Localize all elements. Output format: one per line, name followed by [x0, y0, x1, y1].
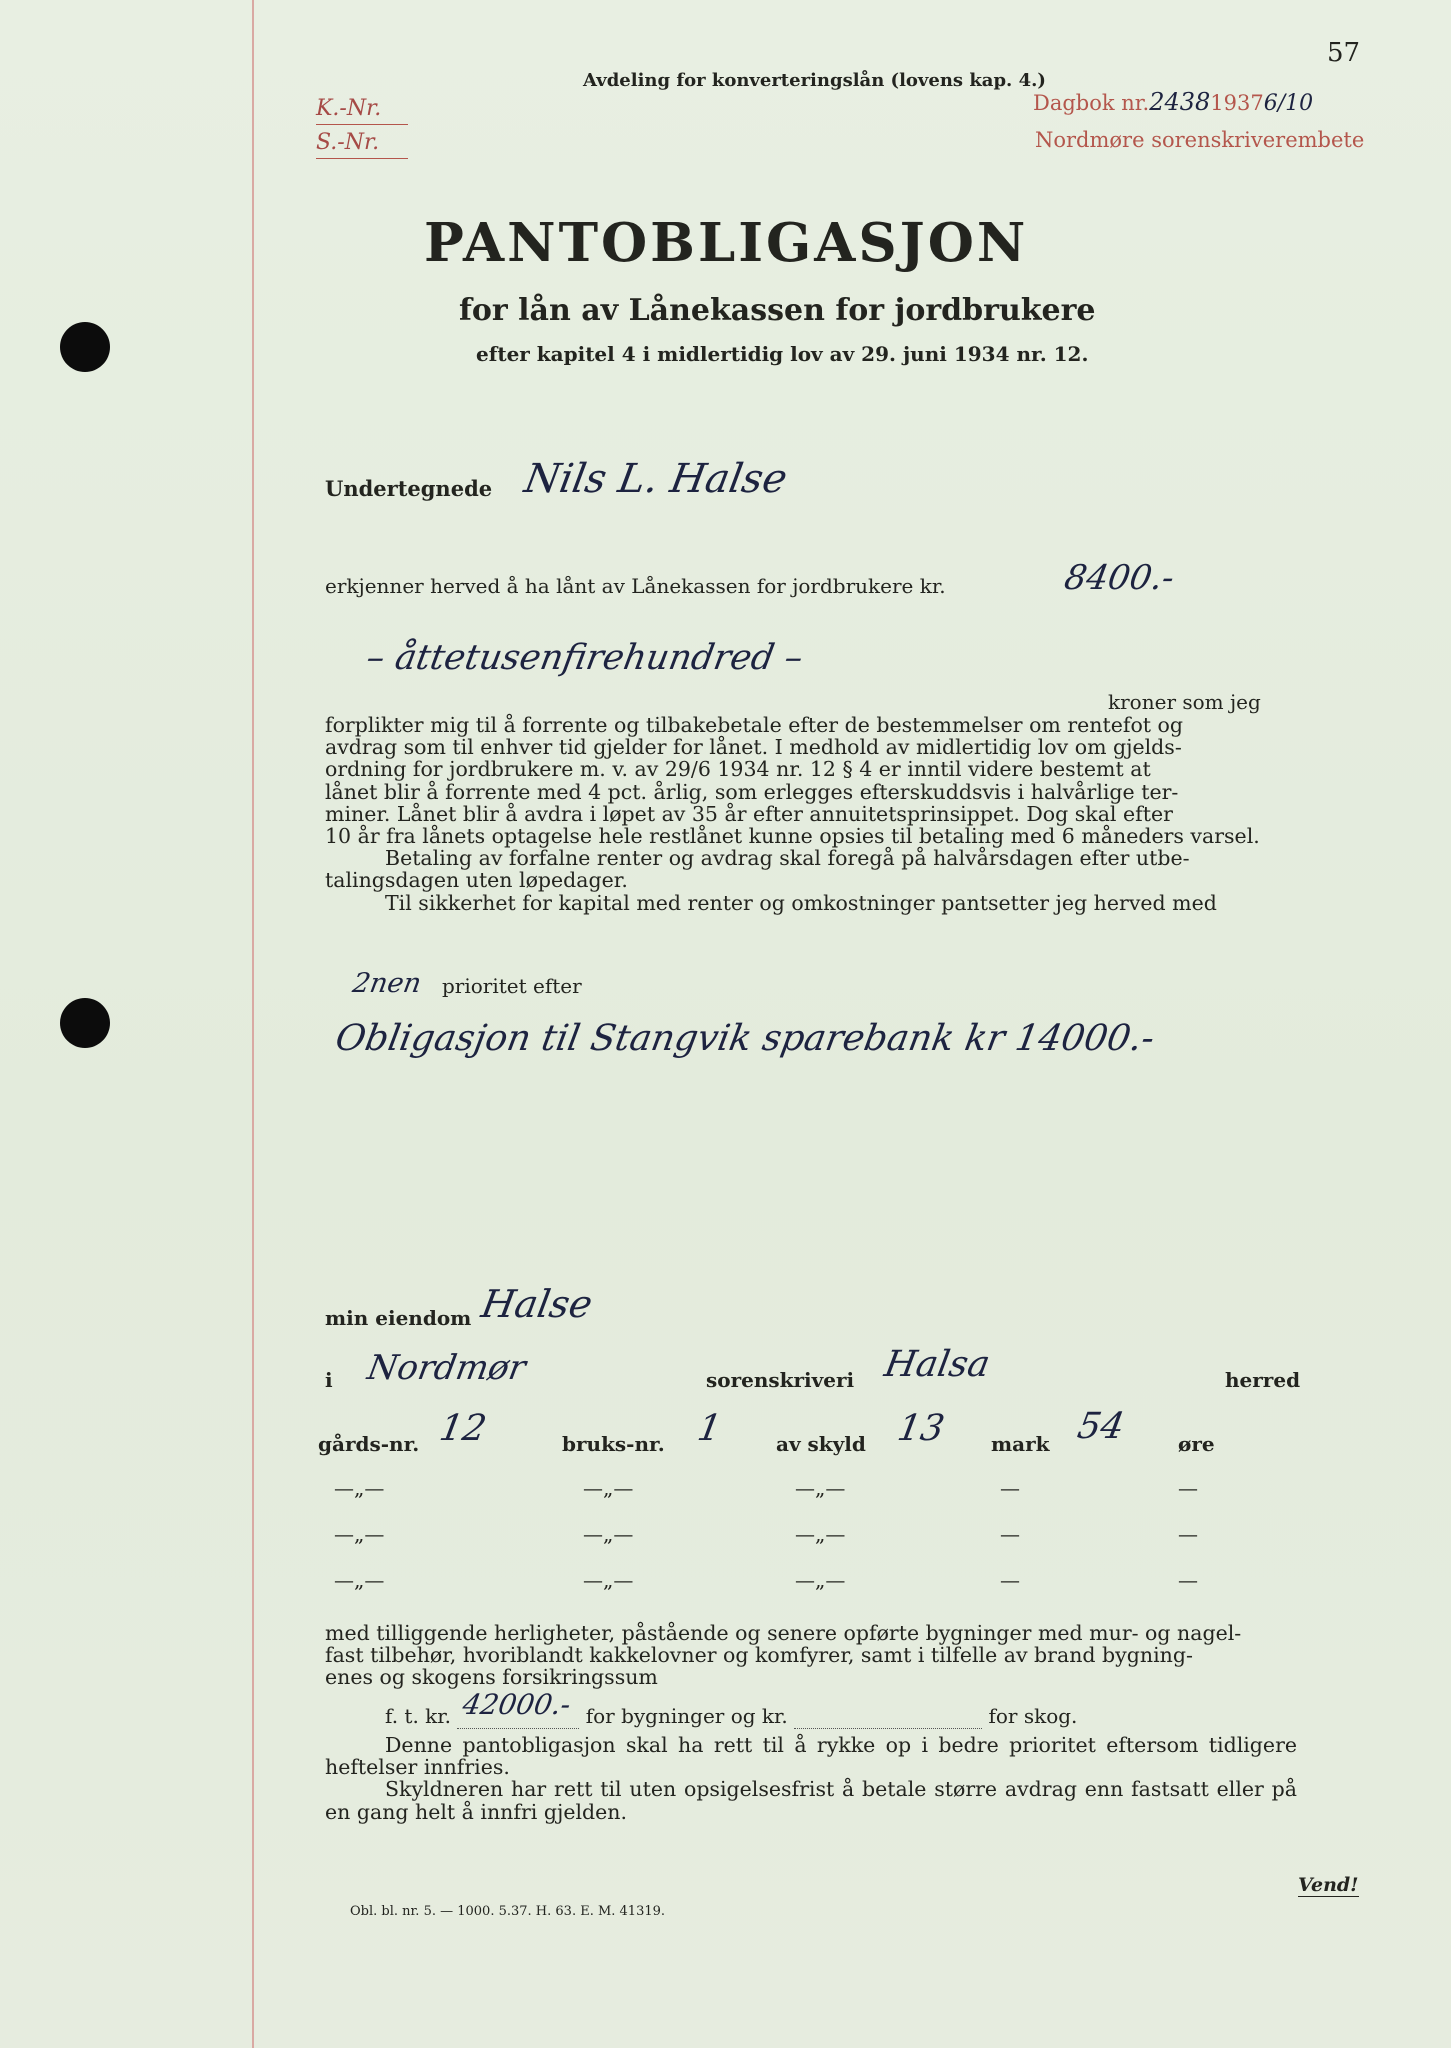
- vend-label: Vend!: [1298, 1874, 1359, 1896]
- ditto-mark: —„—: [583, 1476, 634, 1500]
- ditto-mark: —„—: [334, 1568, 385, 1592]
- appurtenances-paragraph: [325, 1622, 1297, 1689]
- mark-label: mark: [991, 1432, 1050, 1456]
- ditto-mark: —„—: [583, 1568, 634, 1592]
- payment-line: Betaling av forfalne renter og avdrag skal foregå på halvårsdagen efter utbe-: [385, 846, 1190, 871]
- k-nr-label: K.-Nr.: [316, 96, 382, 121]
- loan-amount: 8400.-: [1061, 558, 1178, 598]
- dash-mark: —: [1178, 1476, 1198, 1500]
- terms-line: 10 år fra lånets optagelse hele restlånet kunne opsies til betaling med 6 måneders varsel.: [325, 824, 1260, 849]
- terms-paragraph: [325, 714, 1297, 914]
- dash-mark: —: [1178, 1522, 1198, 1546]
- loan-amount-words: – åttetusenfirehundred –: [363, 638, 806, 678]
- herred-name: Halsa: [881, 1344, 993, 1385]
- bruks-label: bruks-nr.: [562, 1432, 665, 1456]
- dagbok-stamp: [1033, 88, 1313, 116]
- dagbok-year: 1937: [1210, 91, 1264, 115]
- priority-number: 2nen: [350, 968, 424, 999]
- s-nr-line: [316, 158, 408, 159]
- ditto-mark: —„—: [795, 1522, 846, 1546]
- herred-label: herred: [1225, 1368, 1301, 1392]
- form-number: Obl. bl. nr. 5. — 1000. 5.37. H. 63. E. M. 41319.: [350, 1904, 666, 1919]
- ditto-mark: —„—: [795, 1568, 846, 1592]
- loan-intro: erkjenner herved å ha lånt av Lånekassen for jordbrukere kr.: [325, 574, 946, 598]
- priority-label: prioritet efter: [442, 974, 582, 998]
- office-stamp: Nordmøre sorenskriverembete: [1035, 128, 1365, 152]
- undertegnede-label: Undertegnede: [325, 476, 493, 501]
- punch-hole: [60, 322, 110, 372]
- terms-line: lånet blir å forrente med 4 pct. årlig, som erlegges efterskuddsvis i halvårlige ter-: [325, 779, 1179, 804]
- dash-mark: —: [1000, 1522, 1020, 1546]
- borrower-name: Nils L. Halse: [520, 456, 791, 502]
- insurance-amount: 42000.-: [460, 1688, 574, 1721]
- appurtenances-line: med tilliggende herligheter, påstående og senere opførte bygninger med mur- og nagel-: [325, 1621, 1242, 1645]
- i-label: i: [325, 1368, 333, 1392]
- clauses-paragraph: [325, 1734, 1297, 1823]
- dagbok-label: Dagbok nr.: [1033, 91, 1150, 115]
- buildings-label: for bygninger og kr.: [585, 1704, 788, 1728]
- sorenskriveri-label: sorenskriveri: [706, 1368, 855, 1392]
- kroner-line: kroner som jeg: [1108, 690, 1261, 714]
- document-subtitle: for lån av Lånekassen for jordbrukere: [459, 293, 1096, 328]
- insurance-line: [385, 1688, 1078, 1729]
- department-heading: Avdeling for konverteringslån (lovens kap. 4.): [583, 70, 1046, 91]
- document-title: PANTOBLIGASJON: [424, 212, 1029, 274]
- law-reference: efter kapitel 4 i midlertidig lov av 29. juni 1934 nr. 12.: [476, 342, 1089, 366]
- dagbok-number: 2438: [1149, 88, 1211, 116]
- district-name: Nordmør: [364, 1348, 529, 1388]
- forest-label: for skog.: [988, 1704, 1078, 1728]
- terms-line: forplikter mig til å forrente og tilbakebetale efter de bestemmelser om rentefot og: [325, 713, 1184, 737]
- appurtenances-line: enes og skogens forsikringssum: [325, 1665, 658, 1690]
- eiendom-label: min eiendom: [325, 1306, 472, 1330]
- skyld-value: 13: [894, 1408, 948, 1449]
- terms-line: avdrag som til enhver tid gjelder for lånet. I medhold av midlertidig lov om gjelds-: [325, 735, 1182, 760]
- k-nr-line: [316, 124, 408, 125]
- ft-label: f. t. kr.: [385, 1704, 451, 1728]
- priority-after: Obligasjon til Stangvik sparebank kr 14000.-: [332, 1018, 1158, 1059]
- property-name: Halse: [478, 1282, 596, 1326]
- ditto-mark: —„—: [334, 1476, 385, 1500]
- bruks-nr: 1: [694, 1408, 725, 1449]
- skyld-label: av skyld: [776, 1432, 866, 1456]
- dash-mark: —: [1000, 1476, 1020, 1500]
- clause-prepayment: Skyldneren har rett til uten opsigelsesfrist å betale større avdrag enn fastsatt eller på en gang helt å innfri gjelden.: [325, 1777, 1297, 1824]
- terms-line: miner. Lånet blir å avdra i løpet av 35 år efter annuitetsprinsippet. Dog skal efter: [325, 801, 1173, 826]
- gards-nr: 12: [436, 1408, 490, 1449]
- page-number: 57: [1327, 38, 1361, 68]
- ditto-mark: —„—: [334, 1522, 385, 1546]
- ditto-mark: —„—: [795, 1476, 846, 1500]
- payment-line: talingsdagen uten løpedager.: [325, 868, 628, 893]
- dash-mark: —: [1178, 1568, 1198, 1592]
- terms-line: ordning for jordbrukere m. v. av 29/6 1934 nr. 12 § 4 er inntil videre bestemt at: [325, 757, 1151, 782]
- gards-label: gårds-nr.: [318, 1432, 420, 1456]
- dash-mark: —: [1000, 1568, 1020, 1592]
- appurtenances-line: fast tilbehør, hvoriblandt kakkelovner og komfyrer, samt i tilfelle av brand bygning-: [325, 1643, 1193, 1668]
- ore-value: 54: [1074, 1406, 1128, 1447]
- clause-priority: Denne pantobligasjon skal ha rett til å rykke op i bedre prioritet eftersom tidligere heftelser innfries.: [325, 1733, 1297, 1780]
- dagbok-date: 6/10: [1263, 91, 1314, 116]
- margin-rule: [252, 0, 254, 2048]
- ditto-mark: —„—: [583, 1522, 634, 1546]
- ore-label: øre: [1178, 1432, 1215, 1456]
- punch-hole: [60, 998, 110, 1048]
- security-line: Til sikkerhet for kapital med renter og omkostninger pantsetter jeg herved med: [385, 890, 1217, 915]
- s-nr-label: S.-Nr.: [316, 130, 380, 155]
